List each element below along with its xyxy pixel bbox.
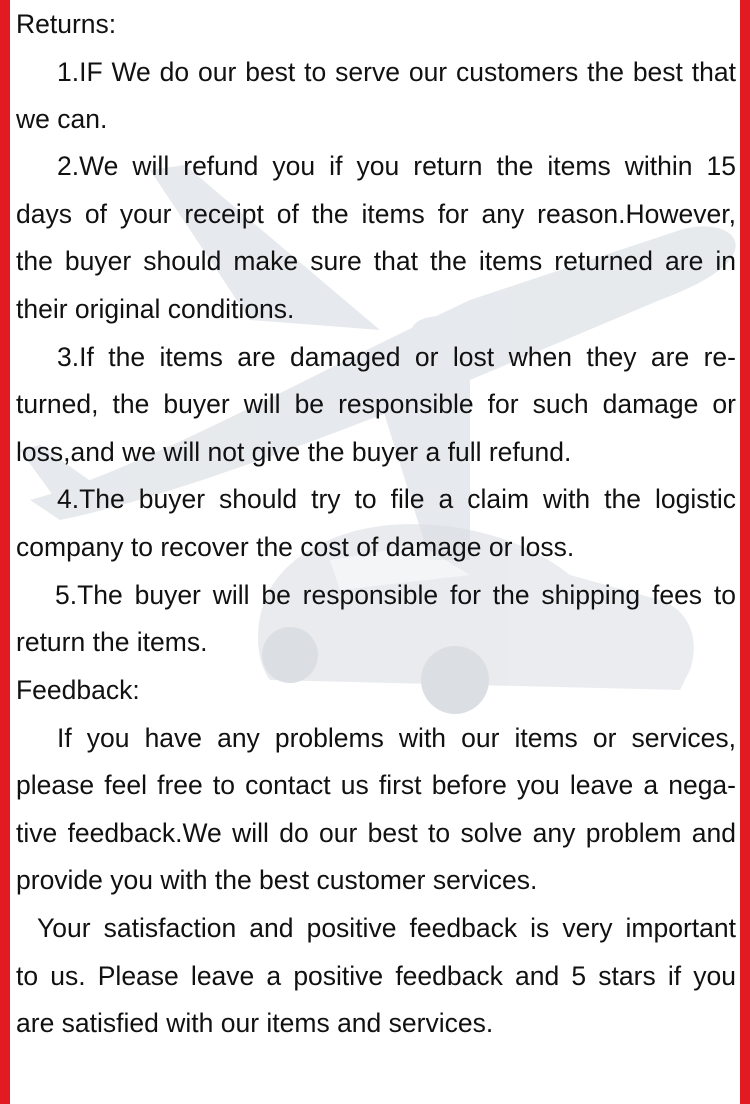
- returns-line: 1.IF We do our best to serve our customers the best that: [57, 57, 736, 87]
- returns-line: the buyer should make sure that the items returned are in: [16, 246, 736, 276]
- returns-line: we can.: [16, 104, 108, 134]
- feedback-heading: Feedback:: [16, 675, 140, 705]
- returns-line: their original conditions.: [16, 294, 295, 324]
- feedback-line: If you have any problems with our items or services,: [57, 723, 736, 753]
- returns-line: return the items.: [16, 627, 208, 657]
- returns-heading: Returns:: [16, 9, 117, 39]
- feedback-line: tive feedback.We will do our best to solve any problem and: [16, 818, 736, 848]
- feedback-line: to us. Please leave a positive feedback and 5 stars if you: [16, 961, 736, 991]
- returns-line: 2.We will refund you if you return the items within 15: [57, 151, 736, 181]
- returns-line: 3.If the items are damaged or lost when they are re-: [57, 342, 736, 372]
- feedback-line: please feel free to contact us first before you leave a nega-: [16, 770, 736, 800]
- returns-line: company to recover the cost of damage or loss.: [16, 532, 575, 562]
- returns-line: loss,and we will not give the buyer a full refund.: [16, 437, 572, 467]
- feedback-line: Your satisfaction and positive feedback is very important: [37, 913, 736, 943]
- returns-line: turned, the buyer will be responsible for such damage or: [16, 389, 736, 419]
- returns-line: days of your receipt of the items for any reason.However,: [16, 199, 736, 229]
- returns-line: 4.The buyer should try to file a claim with the logistic: [57, 484, 736, 514]
- feedback-line: are satisfied with our items and services.: [16, 1008, 494, 1038]
- feedback-line: provide you with the best customer services.: [16, 865, 538, 895]
- returns-line: 5.The buyer will be responsible for the shipping fees to: [55, 580, 736, 610]
